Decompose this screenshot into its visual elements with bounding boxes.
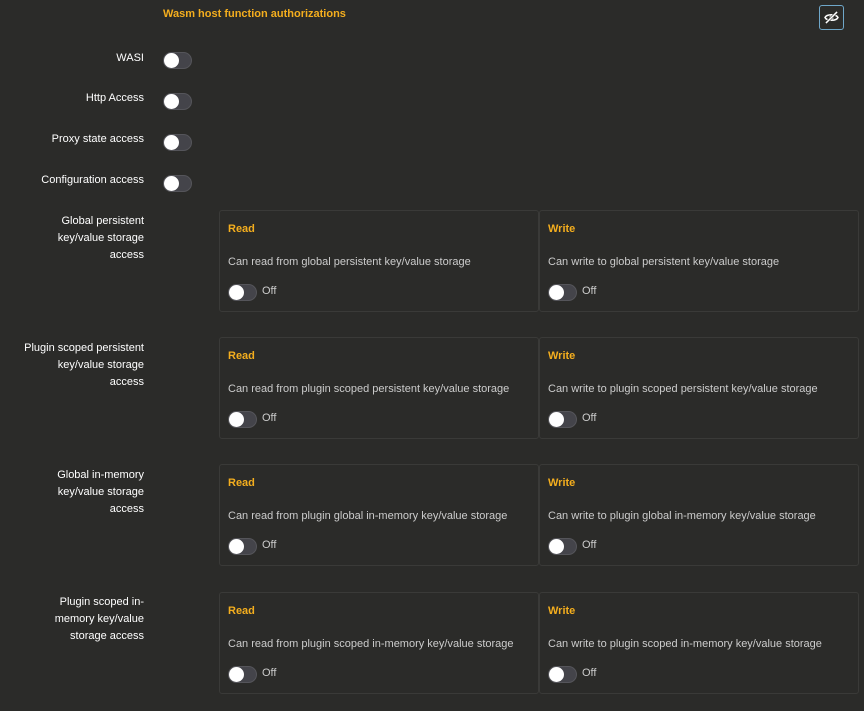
card-title: Write	[548, 477, 576, 489]
plugin-persistent-write-card	[539, 337, 859, 439]
card-title: Write	[548, 223, 576, 235]
plugin-in-memory-write-card	[539, 592, 859, 694]
toggle-state: Off	[582, 667, 597, 679]
configuration-access-label: Configuration access	[41, 174, 144, 186]
card-description: Can read from global persistent key/value storage	[228, 256, 471, 268]
toggle-knob	[229, 412, 244, 427]
toggle-knob	[164, 135, 179, 150]
card-title: Write	[548, 350, 576, 362]
toggle-knob	[164, 176, 179, 191]
toggle-knob	[164, 94, 179, 109]
toggle-state: Off	[262, 412, 277, 424]
card-description: Can write to plugin scoped persistent key/value storage	[548, 383, 818, 395]
card-description: Can write to plugin global in-memory key/value storage	[548, 510, 816, 522]
plugin-in-memory-storage-label: Plugin scoped in-memory key/value storage access	[54, 596, 144, 642]
global-persistent-write-card	[539, 210, 859, 312]
http-access-toggle[interactable]	[163, 93, 192, 110]
toggle-knob	[229, 539, 244, 554]
plugin-persistent-read-card	[219, 337, 539, 439]
plugin-in-memory-read-card	[219, 592, 539, 694]
toggle-knob	[549, 285, 564, 300]
toggle-knob	[549, 412, 564, 427]
global-persistent-read-card	[219, 210, 539, 312]
toggle-state: Off	[582, 412, 597, 424]
eye-slash-icon	[824, 11, 839, 24]
toggle-state: Off	[262, 539, 277, 551]
proxy-state-label: Proxy state access	[51, 133, 144, 145]
global-persistent-read-toggle[interactable]	[228, 284, 257, 301]
proxy-state-toggle[interactable]	[163, 134, 192, 151]
http-access-label: Http Access	[85, 92, 144, 104]
global-in-memory-write-card	[539, 464, 859, 566]
global-in-memory-read-toggle[interactable]	[228, 538, 257, 555]
global-in-memory-write-toggle[interactable]	[548, 538, 577, 555]
toggle-knob	[549, 539, 564, 554]
card-title: Write	[548, 605, 576, 617]
toggle-state: Off	[262, 285, 277, 297]
plugin-persistent-read-toggle[interactable]	[228, 411, 257, 428]
plugin-in-memory-read-toggle[interactable]	[228, 666, 257, 683]
card-title: Read	[228, 477, 255, 489]
wasi-label: WASI	[116, 52, 144, 64]
card-description: Can read from plugin scoped in-memory key/value storage	[228, 638, 514, 650]
plugin-in-memory-write-toggle[interactable]	[548, 666, 577, 683]
card-description: Can read from plugin global in-memory key/value storage	[228, 510, 508, 522]
section-title: Wasm host function authorizations	[163, 8, 346, 20]
toggle-state: Off	[582, 539, 597, 551]
toggle-knob	[164, 53, 179, 68]
toggle-knob	[229, 667, 244, 682]
card-title: Read	[228, 605, 255, 617]
plugin-persistent-write-toggle[interactable]	[548, 411, 577, 428]
card-description: Can write to global persistent key/value storage	[548, 256, 780, 268]
card-description: Can write to plugin scoped in-memory key/value storage	[548, 638, 822, 650]
configuration-access-toggle[interactable]	[163, 175, 192, 192]
card-title: Read	[228, 223, 255, 235]
hide-section-button[interactable]	[819, 5, 844, 30]
toggle-state: Off	[262, 667, 277, 679]
global-persistent-write-toggle[interactable]	[548, 284, 577, 301]
global-in-memory-storage-label: Global in-memory key/value storage access	[57, 469, 144, 515]
global-persistent-storage-label: Global persistent key/value storage access	[57, 215, 144, 261]
card-title: Read	[228, 350, 255, 362]
toggle-knob	[229, 285, 244, 300]
card-description: Can read from plugin scoped persistent key/value storage	[228, 383, 510, 395]
toggle-state: Off	[582, 285, 597, 297]
plugin-persistent-storage-label: Plugin scoped persistent key/value storage access	[24, 342, 144, 388]
global-in-memory-read-card	[219, 464, 539, 566]
wasi-toggle[interactable]	[163, 52, 192, 69]
toggle-knob	[549, 667, 564, 682]
